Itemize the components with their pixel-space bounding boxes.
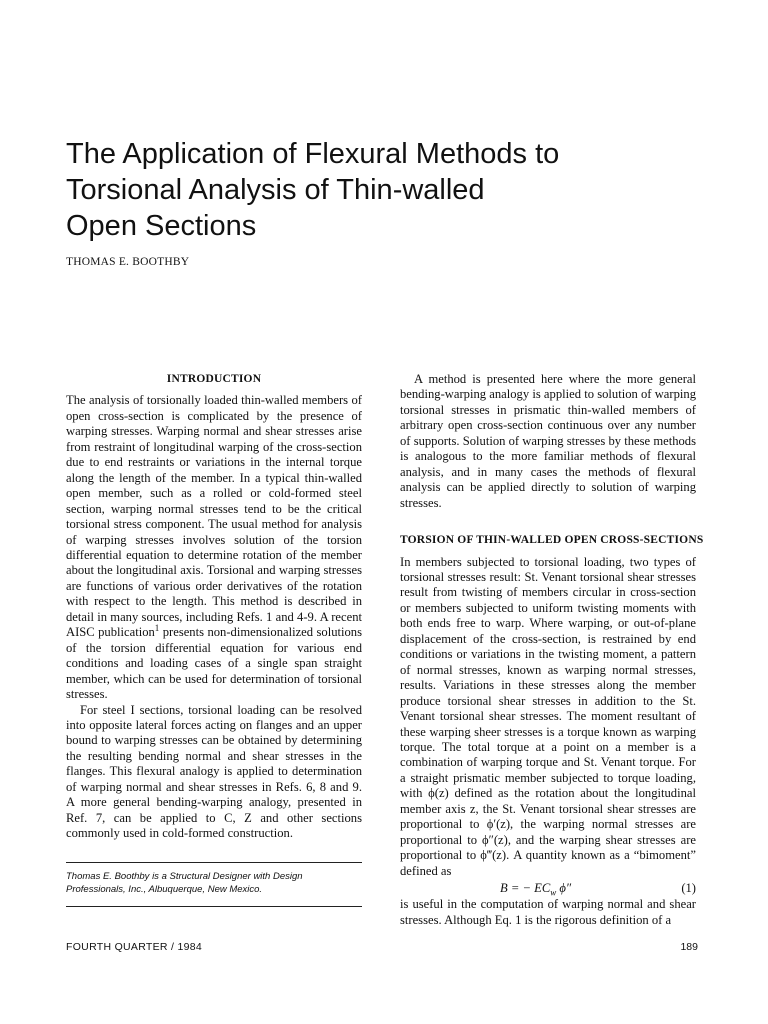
- intro-paragraph-1-text-a: The analysis of torsionally loaded thin-walled members of open cross-section is complicated by the presence of warping stresses. Warping normal and shear stresses arise from restraint of longitudinal warping of the cross-section due to end restraints or variations in the internal torque along the length of the member. In a typical thin-walled open member, such as a rolled or cold-formed steel section, warping normal stresses tend to be the critical torsional stress component. The usual method for analysis of warping stresses involves solution of the torsion differential equation to determine rotation of the member about the longitudinal axis. Torsional and warping stresses are functions of various order derivatives of the rotation with respect to the length. This method is described in detail in many sources, including Refs. 1 and 4-9. A recent AISC publication: [66, 393, 362, 640]
- reference-superscript: 1: [154, 623, 160, 634]
- title-line-3: Open Sections: [66, 210, 257, 242]
- author-footnote: Thomas E. Boothby is a Structural Designer with Design Professionals, Inc., Albuquerque, New Mexico.: [66, 871, 303, 895]
- left-column: [66, 372, 362, 842]
- equation-rhs: ϕ″: [556, 881, 572, 896]
- equation-body: [500, 879, 571, 897]
- torsion-paragraph: In members subjected to torsional loading, two types of torsional stresses result: St. Venant torsional shear stresses result from twisting of members circular in cross-section or members subjected to uniform twisting moments with both ends free to warp. Where warping, or out-of-plane displacement of the cross-section, is restrained by end conditions or variations in the twisting moment, a pattern of normal stresses, known as warping normal stresses, results. Variations in these stresses along the member produce torsional shear stresses in addition to the St. Venant torsional shear stresses. The moment resultant of these warping sheer stresses is a torque known as warping torque. The total torque at a point on a member is a combination of warping torque and St. Venant torque. For a straight prismatic member subjected to torque loading, with ϕ(z) defined as the rotation about the longitudinal member axis z, the St. Venant torsional shear stresses are proportional to ϕ′(z), the warping normal stresses are proportional to ϕ″(z), and the warping shear stresses are proportional to ϕ‴(z). A quantity known as a “bimoment” defined as: [400, 554, 696, 878]
- equation-1: [400, 879, 696, 897]
- introduction-heading: INTRODUCTION: [166, 373, 262, 385]
- bimoment-paragraph: is useful in the computation of warping normal and shear stresses. Although Eq. 1 is the rigorous definition of a: [400, 897, 696, 927]
- torsion-section-heading: TORSION OF THIN-WALLED OPEN CROSS-SECTIONS: [400, 534, 704, 547]
- author-name: THOMAS E. BOOTHBY: [66, 256, 190, 268]
- equation-subscript: w: [550, 887, 557, 898]
- article-title: [66, 136, 666, 244]
- title-line-2: Torsional Analysis of Thin-walled: [66, 174, 485, 206]
- intro-paragraph-2: For steel I sections, torsional loading can be resolved into opposite lateral forces acting on flanges and an upper bound to warping stresses can be obtained by determining the resulting bending normal and shear stresses in the flanges. This flexural analogy is applied to determination of warping normal and shear stresses in Refs. 6, 8 and 9. A more general bending-warping analogy, presented in Ref. 7, can be applied to C, Z and other sections commonly used in cold-formed construction.: [66, 702, 362, 841]
- footnote-top-rule: [66, 862, 362, 863]
- method-paragraph: A method is presented here where the more general bending-warping analogy is applied to solution of warping torsional stresses in prismatic thin-walled members of arbitrary open cross-section continuous over any number of supports. Solution of warping stresses by these methods is analogous to the more familiar methods of flexural analysis, and in many cases the methods of flexural analysis can be applied directly to solution of warping stresses.: [400, 372, 696, 510]
- equation-lhs: B = − EC: [500, 881, 551, 896]
- title-line-1: The Application of Flexural Methods to: [66, 138, 560, 170]
- journal-issue-footer: FOURTH QUARTER / 1984: [66, 941, 203, 953]
- footnote-bottom-rule: [66, 906, 362, 907]
- right-column: [400, 372, 704, 928]
- page-number: 189: [680, 941, 698, 953]
- intro-paragraph-1: [66, 393, 362, 702]
- equation-number: (1): [681, 881, 696, 896]
- intro-paragraph-1-text-b: presents non-dimensionalized solutions of the torsion differential equation for various end conditions and loading cases of a single span straight member, which can be used for determination of torsional stresses.: [66, 625, 362, 702]
